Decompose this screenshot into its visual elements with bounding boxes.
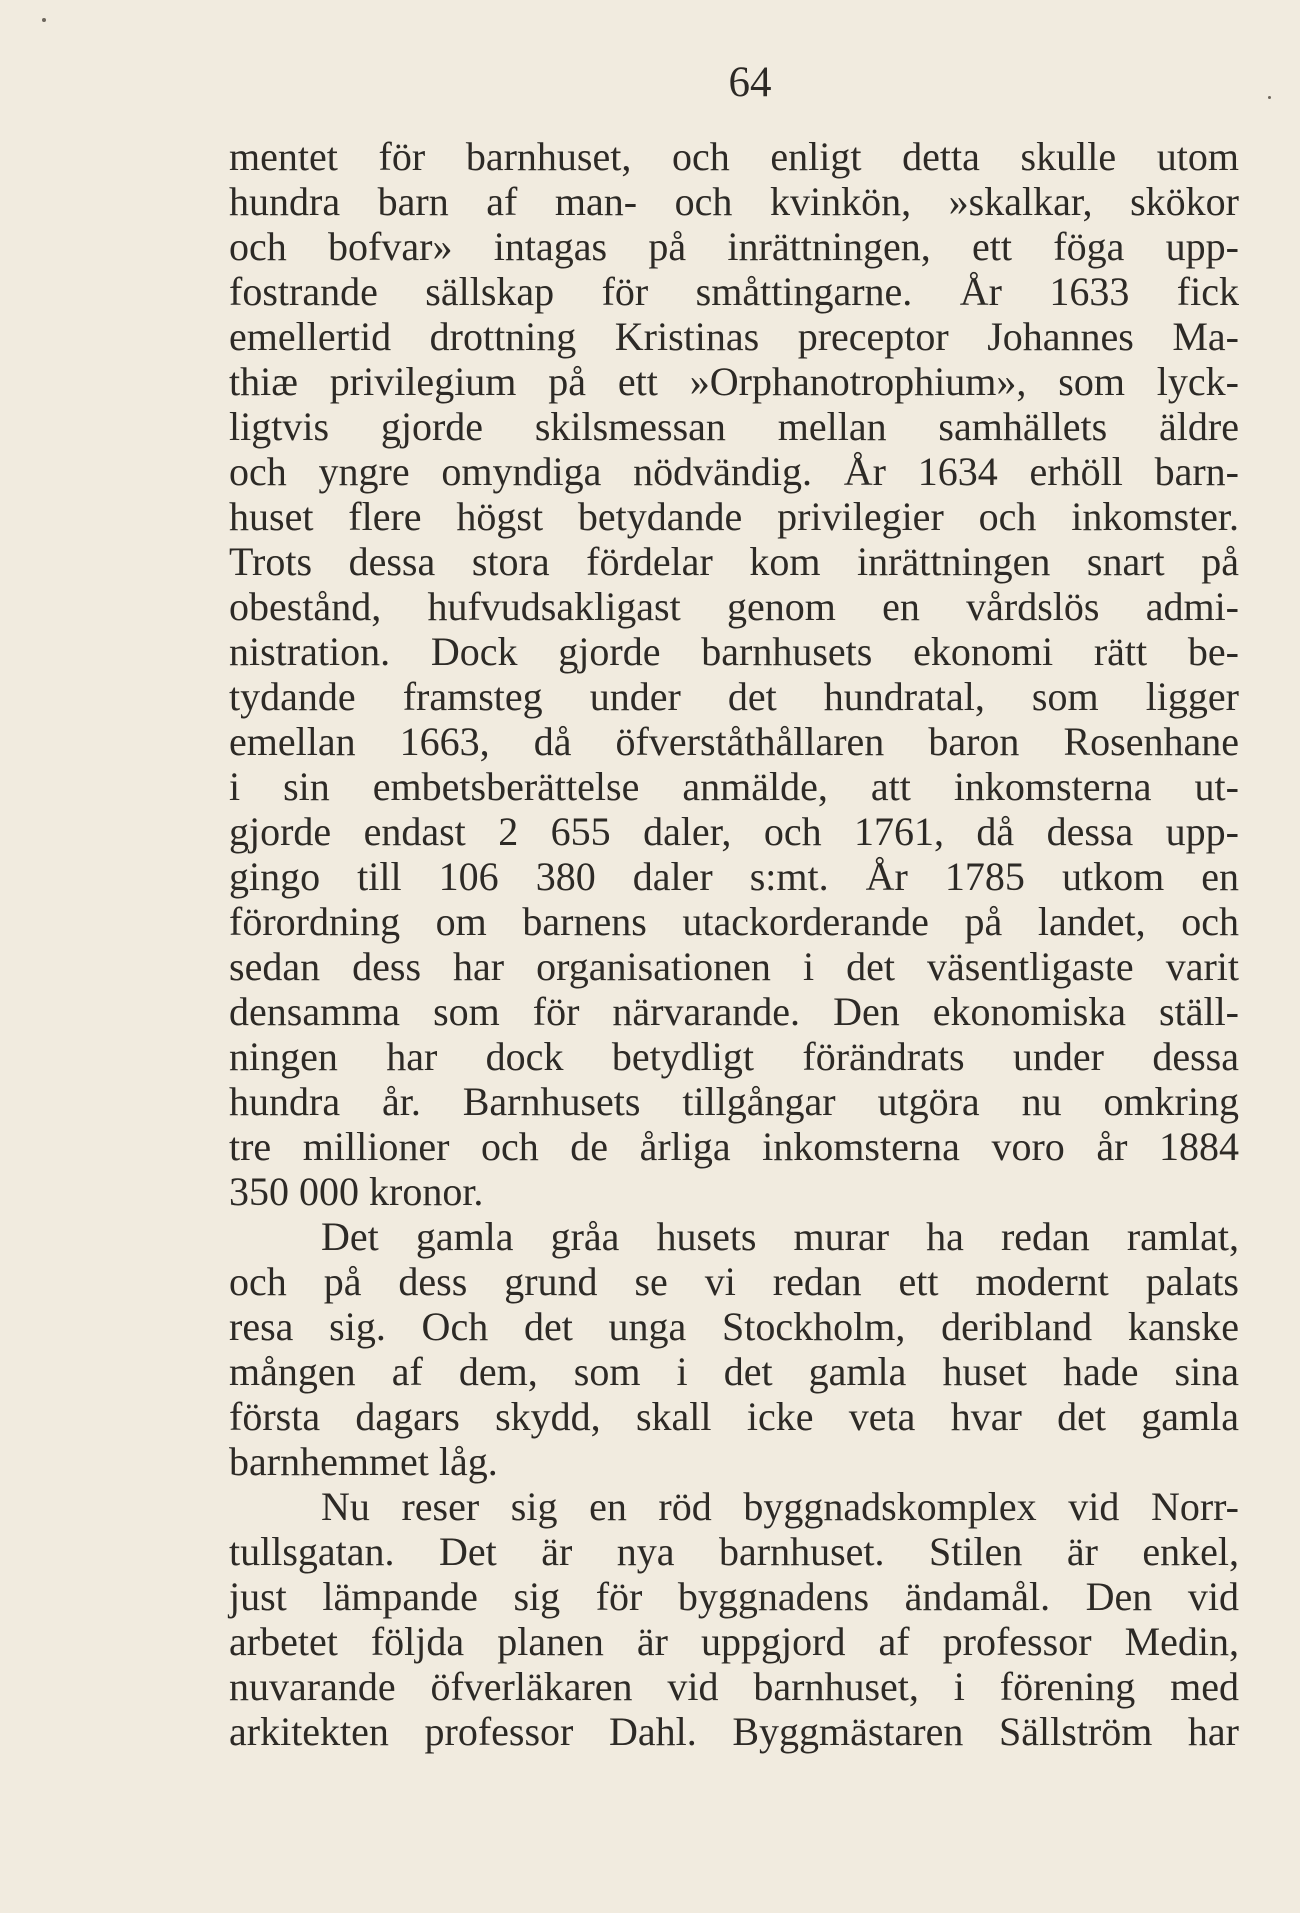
- body-text: [229, 134, 1239, 1754]
- text-line: fostrande sällskap för småttingarne. År 1633 fick: [229, 269, 1239, 314]
- text-line: Trots dessa stora fördelar kom inrättningen snart på: [229, 539, 1239, 584]
- text-line: i sin embetsberättelse anmälde, att inkomsterna ut-: [229, 764, 1239, 809]
- page-number: 64: [728, 59, 772, 106]
- text-line: Det gamla gråa husets murar ha redan ramlat,: [321, 1214, 1239, 1259]
- text-line: arbetet följda planen är uppgjord af professor Medin,: [229, 1619, 1239, 1664]
- text-line: Nu reser sig en röd byggnadskomplex vid Norr-: [321, 1484, 1239, 1529]
- text-line: nistration. Dock gjorde barnhusets ekonomi rätt be-: [229, 629, 1239, 674]
- text-line: mången af dem, som i det gamla huset hade sina: [229, 1349, 1239, 1394]
- text-line: första dagars skydd, skall icke veta hvar det gamla: [229, 1394, 1239, 1439]
- text-line: gjorde endast 2 655 daler, och 1761, då dessa upp-: [229, 809, 1239, 854]
- text-line: sedan dess har organisationen i det väsentligaste varit: [229, 944, 1239, 989]
- text-line: tre millioner och de årliga inkomsterna voro år 1884: [229, 1124, 1239, 1169]
- text-line: förordning om barnens utackorderande på landet, och: [229, 899, 1239, 944]
- text-line: gingo till 106 380 daler s:mt. År 1785 utkom en: [229, 854, 1239, 899]
- text-line: hundra barn af man- och kvinkön, »skalkar, skökor: [229, 179, 1239, 224]
- text-line: mentet för barnhuset, och enligt detta skulle utom: [229, 134, 1239, 179]
- ink-speck: [42, 18, 46, 22]
- text-line: emellertid drottning Kristinas preceptor Johannes Ma-: [229, 314, 1239, 359]
- text-line: hundra år. Barnhusets tillgångar utgöra nu omkring: [229, 1079, 1239, 1124]
- text-line: resa sig. Och det unga Stockholm, deribland kanske: [229, 1304, 1239, 1349]
- text-line: tullsgatan. Det är nya barnhuset. Stilen är enkel,: [229, 1529, 1239, 1574]
- text-line: thiæ privilegium på ett »Orphanotrophium», som lyck-: [229, 359, 1239, 404]
- text-line: huset flere högst betydande privilegier och inkomster.: [229, 494, 1239, 539]
- text-line: arkitekten professor Dahl. Byggmästaren Sällström har: [229, 1709, 1239, 1754]
- text-line: 350 000 kronor.: [229, 1169, 484, 1214]
- text-line: ligtvis gjorde skilsmessan mellan samhällets äldre: [229, 404, 1239, 449]
- text-line: tydande framsteg under det hundratal, som ligger: [229, 674, 1239, 719]
- text-line: och bofvar» intagas på inrättningen, ett föga upp-: [229, 224, 1239, 269]
- text-line: barnhemmet låg.: [229, 1439, 498, 1484]
- text-line: ningen har dock betydligt förändrats under dessa: [229, 1034, 1239, 1079]
- text-line: nuvarande öfverläkaren vid barnhuset, i förening med: [229, 1664, 1239, 1709]
- text-line: obestånd, hufvudsakligast genom en vårdslös admi-: [229, 584, 1239, 629]
- text-line: densamma som för närvarande. Den ekonomiska ställ-: [229, 989, 1239, 1034]
- text-line: och på dess grund se vi redan ett modernt palats: [229, 1259, 1239, 1304]
- text-line: just lämpande sig för byggnadens ändamål. Den vid: [229, 1574, 1239, 1619]
- text-line: emellan 1663, då öfverståthållaren baron Rosenhane: [229, 719, 1239, 764]
- text-line: och yngre omyndiga nödvändig. År 1634 erhöll barn-: [229, 449, 1239, 494]
